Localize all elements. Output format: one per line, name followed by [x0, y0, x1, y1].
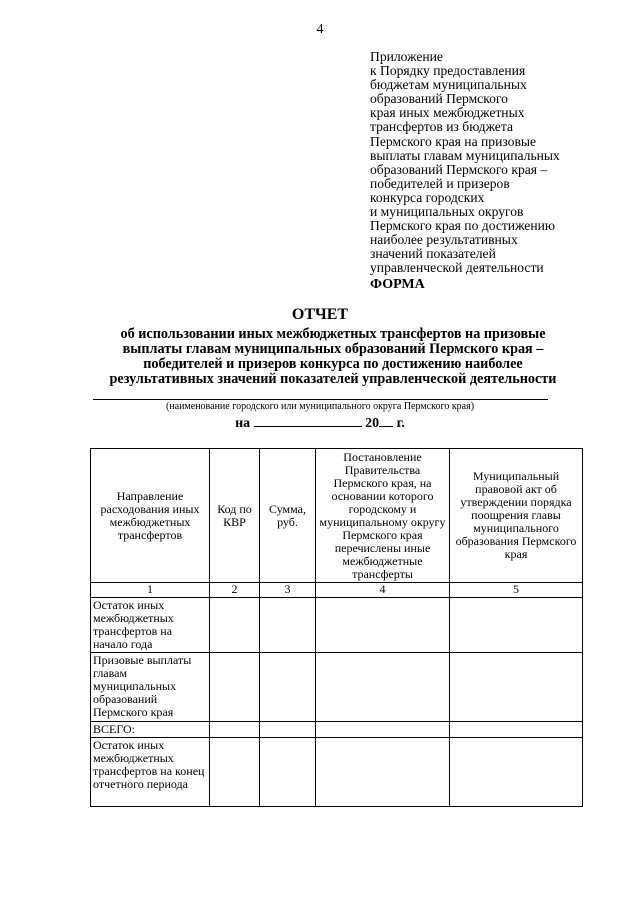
- appendix-line: трансфертов из бюджета: [370, 119, 513, 135]
- municipality-name-caption: (наименование городского или муниципального округа Пермского края): [165, 401, 475, 412]
- appendix-line: к Порядку предоставления: [370, 63, 526, 79]
- header-government-resolution: Постановление Правительства Пермского края, на основании которого городскому и муниципальному округу Пермского края перечислены иные межбюджетные трансферты: [316, 449, 450, 583]
- appendix-line: победителей и призеров: [370, 175, 510, 191]
- column-number: 2: [210, 583, 260, 598]
- appendix-line: образований Пермского края –: [370, 161, 548, 177]
- appendix-line: управленческой деятельности: [370, 260, 544, 276]
- row-label-opening-balance: Остаток иных межбюджетных трансфертов на начало года: [91, 598, 210, 653]
- column-number: 4: [316, 583, 450, 598]
- table-cell[interactable]: [260, 653, 316, 722]
- report-period: [0, 414, 640, 432]
- appendix-line: Пермского края на призовые: [370, 133, 537, 149]
- table-cell[interactable]: [316, 738, 450, 807]
- form-label: ФОРМА: [370, 277, 425, 292]
- appendix-line: Пермского края по достижению: [370, 218, 556, 234]
- appendix-line: бюджетам муниципальных: [370, 77, 527, 93]
- row-label-prize-payments: Призовые выплаты главам муниципальных образований Пермского края: [91, 653, 210, 722]
- report-subtitle-line: об использовании иных межбюджетных трансфертов на призовые: [120, 326, 546, 342]
- row-label-closing-balance: Остаток иных межбюджетных трансфертов на конец отчетного периода: [91, 738, 210, 807]
- appendix-line: края иных межбюджетных: [370, 105, 525, 121]
- table-row: [91, 738, 583, 807]
- header-municipal-act: Муниципальный правовой акт об утверждении порядка поощрения главы муниципального образования Пермского края: [450, 449, 583, 583]
- period-year-blank: [379, 414, 393, 427]
- report-subtitle-line: результативных значений показателей управленческой деятельности: [109, 371, 557, 387]
- report-table: [90, 448, 583, 807]
- column-number: 1: [91, 583, 210, 598]
- column-number-row: [91, 583, 583, 598]
- period-prefix: на: [235, 416, 251, 431]
- appendix-line: выплаты главам муниципальных: [370, 147, 560, 163]
- table-cell[interactable]: [316, 653, 450, 722]
- table-cell[interactable]: [210, 738, 260, 807]
- row-label-total: ВСЕГО:: [91, 722, 210, 738]
- appendix-line: конкурса городских: [370, 189, 485, 205]
- report-title: ОТЧЕТ: [291, 306, 349, 323]
- municipality-name-line: [93, 399, 548, 400]
- column-number: 3: [260, 583, 316, 598]
- table-row: [91, 722, 583, 738]
- table-cell[interactable]: [210, 653, 260, 722]
- header-kvr-code: Код по КВР: [210, 449, 260, 583]
- appendix-line: Приложение: [370, 49, 443, 64]
- table-cell[interactable]: [316, 598, 450, 653]
- table-cell[interactable]: [210, 722, 260, 738]
- table-cell[interactable]: [260, 738, 316, 807]
- appendix-note: [370, 50, 630, 276]
- table-cell[interactable]: [450, 738, 583, 807]
- table-cell[interactable]: [450, 653, 583, 722]
- table-cell[interactable]: [260, 598, 316, 653]
- page-number: 4: [316, 22, 324, 37]
- table-cell[interactable]: [210, 598, 260, 653]
- report-subtitle-line: выплаты главам муниципальных образований Пермского края –: [122, 341, 544, 357]
- table-header-row: [91, 449, 583, 583]
- appendix-line: образований Пермского: [370, 91, 508, 107]
- period-date-blank: [254, 414, 362, 427]
- report-subtitle-line: победителей и призеров конкурса по достижению наиболее: [143, 356, 523, 372]
- header-amount: Сумма, руб.: [260, 449, 316, 583]
- appendix-line: и муниципальных округов: [370, 204, 524, 220]
- table-row: [91, 653, 583, 722]
- table-cell[interactable]: [450, 598, 583, 653]
- period-year: 20: [365, 416, 380, 431]
- table-row: [91, 598, 583, 653]
- report-subtitle: [88, 327, 578, 387]
- table-cell[interactable]: [450, 722, 583, 738]
- period-suffix: г.: [396, 416, 405, 431]
- header-direction: Направление расходования иных межбюджетных трансфертов: [91, 449, 210, 583]
- column-number: 5: [450, 583, 583, 598]
- table-cell[interactable]: [260, 722, 316, 738]
- appendix-line: значений показателей: [370, 246, 496, 262]
- appendix-line: наиболее результативных: [370, 232, 518, 248]
- table-cell[interactable]: [316, 722, 450, 738]
